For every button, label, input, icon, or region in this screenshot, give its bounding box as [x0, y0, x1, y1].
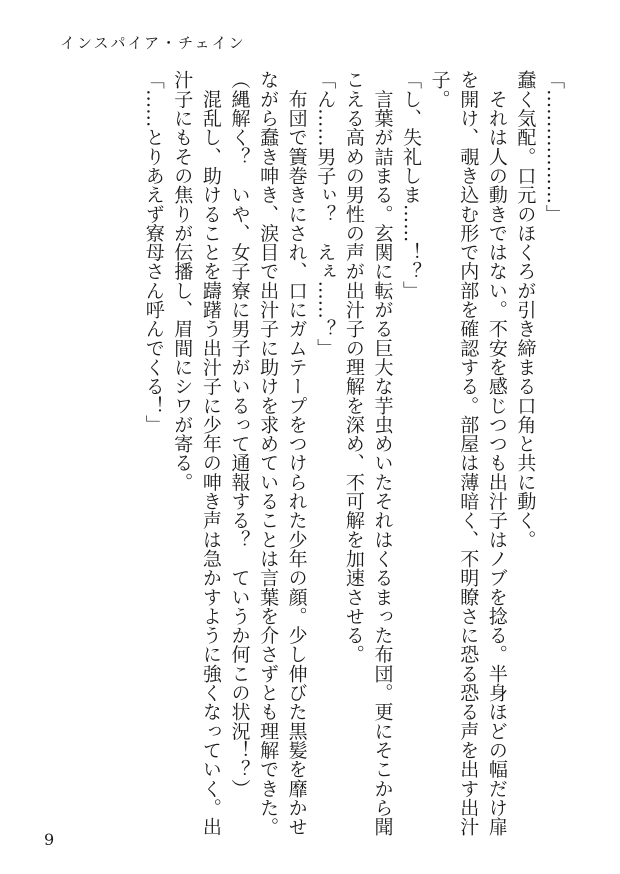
- paragraph: （縄解く？ いや、女子寮に男子がいるって通報する？ ていうか何この状況！？）: [228, 70, 251, 798]
- paragraph: 布団で簀巻きにされ、口にガムテープをつけられた少年の顔。少し伸びた黒髪を靡かせながら蠢き呻き、涙目で出汁子に助けを求めていることは言葉を介さずとも理解できた。: [257, 70, 308, 836]
- paragraph: それは人の動きではない。不安を感じつつも出汁子はノブを捻る。半身ほどの幅だけ扉を開け、覗き込む形で内部を確認する。部屋は薄暗く、不明瞭さに恐る恐る声を出す出汁子。: [428, 70, 508, 836]
- paragraph: 「………………」: [543, 70, 565, 224]
- paragraph: 混乱し、助けることを躊躇う出汁子に少年の呻き声は急かすように強くなっていく。出汁子にもその焦りが伝播し、眉間にシワが寄る。: [171, 70, 222, 836]
- paragraph: 蠢く気配。口元のほくろが引き締まる口角と共に動く。: [514, 70, 537, 549]
- paragraph: 「し、失礼しま……！？」: [400, 70, 423, 300]
- paragraph: 「……とりあえず寮母さん呼んでくる！」: [142, 70, 165, 434]
- paragraph: 「ん……男子ぃ？ えぇ……？」: [314, 70, 337, 358]
- paragraph: 言葉が詰まる。玄関に転がる巨大な芋虫めいたそれはくるまった布団。更にそこから聞こえる高めの男性の声が出汁子の理解を深め、不可解を加速させる。: [342, 70, 394, 836]
- running-header: インスパイア・チェイン: [60, 34, 246, 52]
- page-number: 9: [44, 830, 55, 849]
- vertical-body-text: [48, 70, 568, 840]
